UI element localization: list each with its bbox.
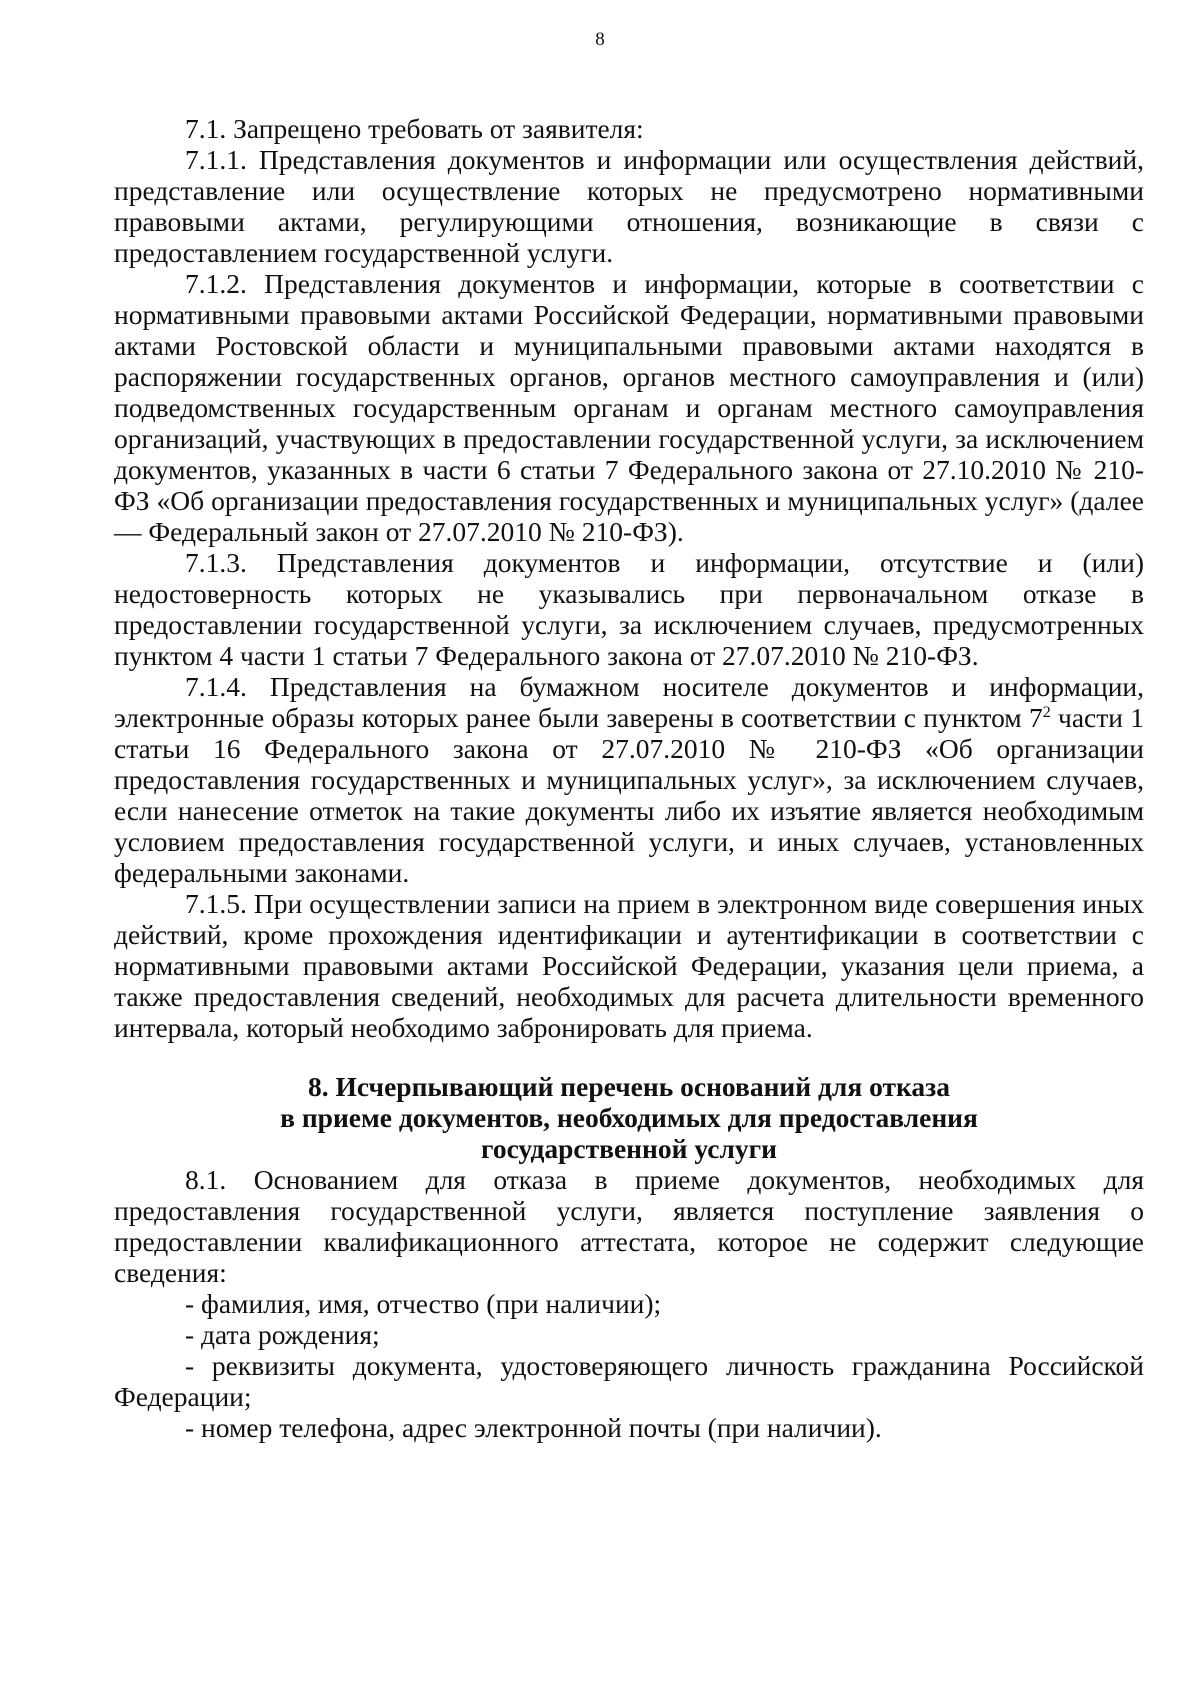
paragraph-7-1-2: 7.1.2. Представления документов и информации, которые в соответствии с нормативными правовыми актами Российской Федерации, нормативными правовыми актами Ростовской области и муниципальными правовыми актами находятся в распоряжении государственных органов, органов местного самоуправления и (или) подведомственных государственным органам и органам местного самоуправления организаций, участвующих в предоставлении государственной услуги, за исключением документов, указанных в части 6 статьи 7 Федерального закона от 27.10.2010 № 210-ФЗ «Об организации предоставления государственных и муниципальных услуг» (далее — Федеральный закон от 27.07.2010 № 210-ФЗ). [114, 268, 1144, 547]
section-8-heading-line-2: в приеме документов, необходимых для предоставления [280, 1102, 978, 1133]
paragraph-7-1-1: 7.1.1. Представления документов и информации или осуществления действий, представление или осуществление которых не предусмотрено нормативными правовыми актами, регулирующими отношения, возникающие в связи с предоставлением государственной услуги. [114, 144, 1144, 268]
paragraph-7-1: 7.1. Запрещено требовать от заявителя: [185, 113, 644, 144]
paragraph-7-1-5: 7.1.5. При осуществлении записи на прием в электронном виде совершения иных действий, кроме прохождения идентификации и аутентификации в соответствии с нормативными правовыми актами Российской Федерации, указания цели приема, а также предоставления сведений, необходимых для расчета длительности временного интервала, который необходимо забронировать для приема. [114, 888, 1144, 1043]
section-8-heading-line-3: государственной услуги [481, 1133, 777, 1164]
paragraph-7-1-4-text-end: части 1 статьи 16 Федерального закона от 27.07.2010 № 210-ФЗ «Об организации предоставления государственных и муниципальных услуг», за исключением случаев, если нанесение отметок на такие документы либо их изъятие является необходимым условием предоставления государственной услуги, и иных случаев, установленных федеральными законами. [114, 702, 1144, 888]
list-item: - фамилия, имя, отчество (при наличии); [185, 1288, 662, 1319]
paragraph-7-1-3: 7.1.3. Представления документов и информации, отсутствие и (или) недостоверность которых не указывались при первоначальном отказе в предоставлении государственной услуги, за исключением случаев, предусмотренных пунктом 4 части 1 статьи 7 Федерального закона от 27.07.2010 № 210-ФЗ. [114, 547, 1144, 671]
section-8-heading [114, 1071, 1144, 1164]
list-item: - дата рождения; [185, 1319, 380, 1350]
list-item: - реквизиты документа, удостоверяющего личность гражданина Российской Федерации; [114, 1350, 1144, 1412]
document-body [114, 113, 1144, 1443]
page-number: 8 [595, 29, 605, 50]
paragraph-7-1-4-text-start: 7.1.4. Представления на бумажном носителе документов и информации, электронные образы которых ранее были заверены в соответствии с пунктом 7 [114, 671, 1144, 733]
paragraph-7-1-4 [114, 671, 1144, 888]
section-8-heading-line-1: 8. Исчерпывающий перечень оснований для отказа [308, 1071, 950, 1102]
list-item: - номер телефона, адрес электронной почты (при наличии). [185, 1412, 882, 1443]
paragraph-7-1-4-superscript: 2 [1042, 703, 1051, 721]
paragraph-8-1: 8.1. Основанием для отказа в приеме документов, необходимых для предоставления государственной услуги, является поступление заявления о предоставлении квалификационного аттестата, которое не содержит следующие сведения: [114, 1164, 1144, 1288]
